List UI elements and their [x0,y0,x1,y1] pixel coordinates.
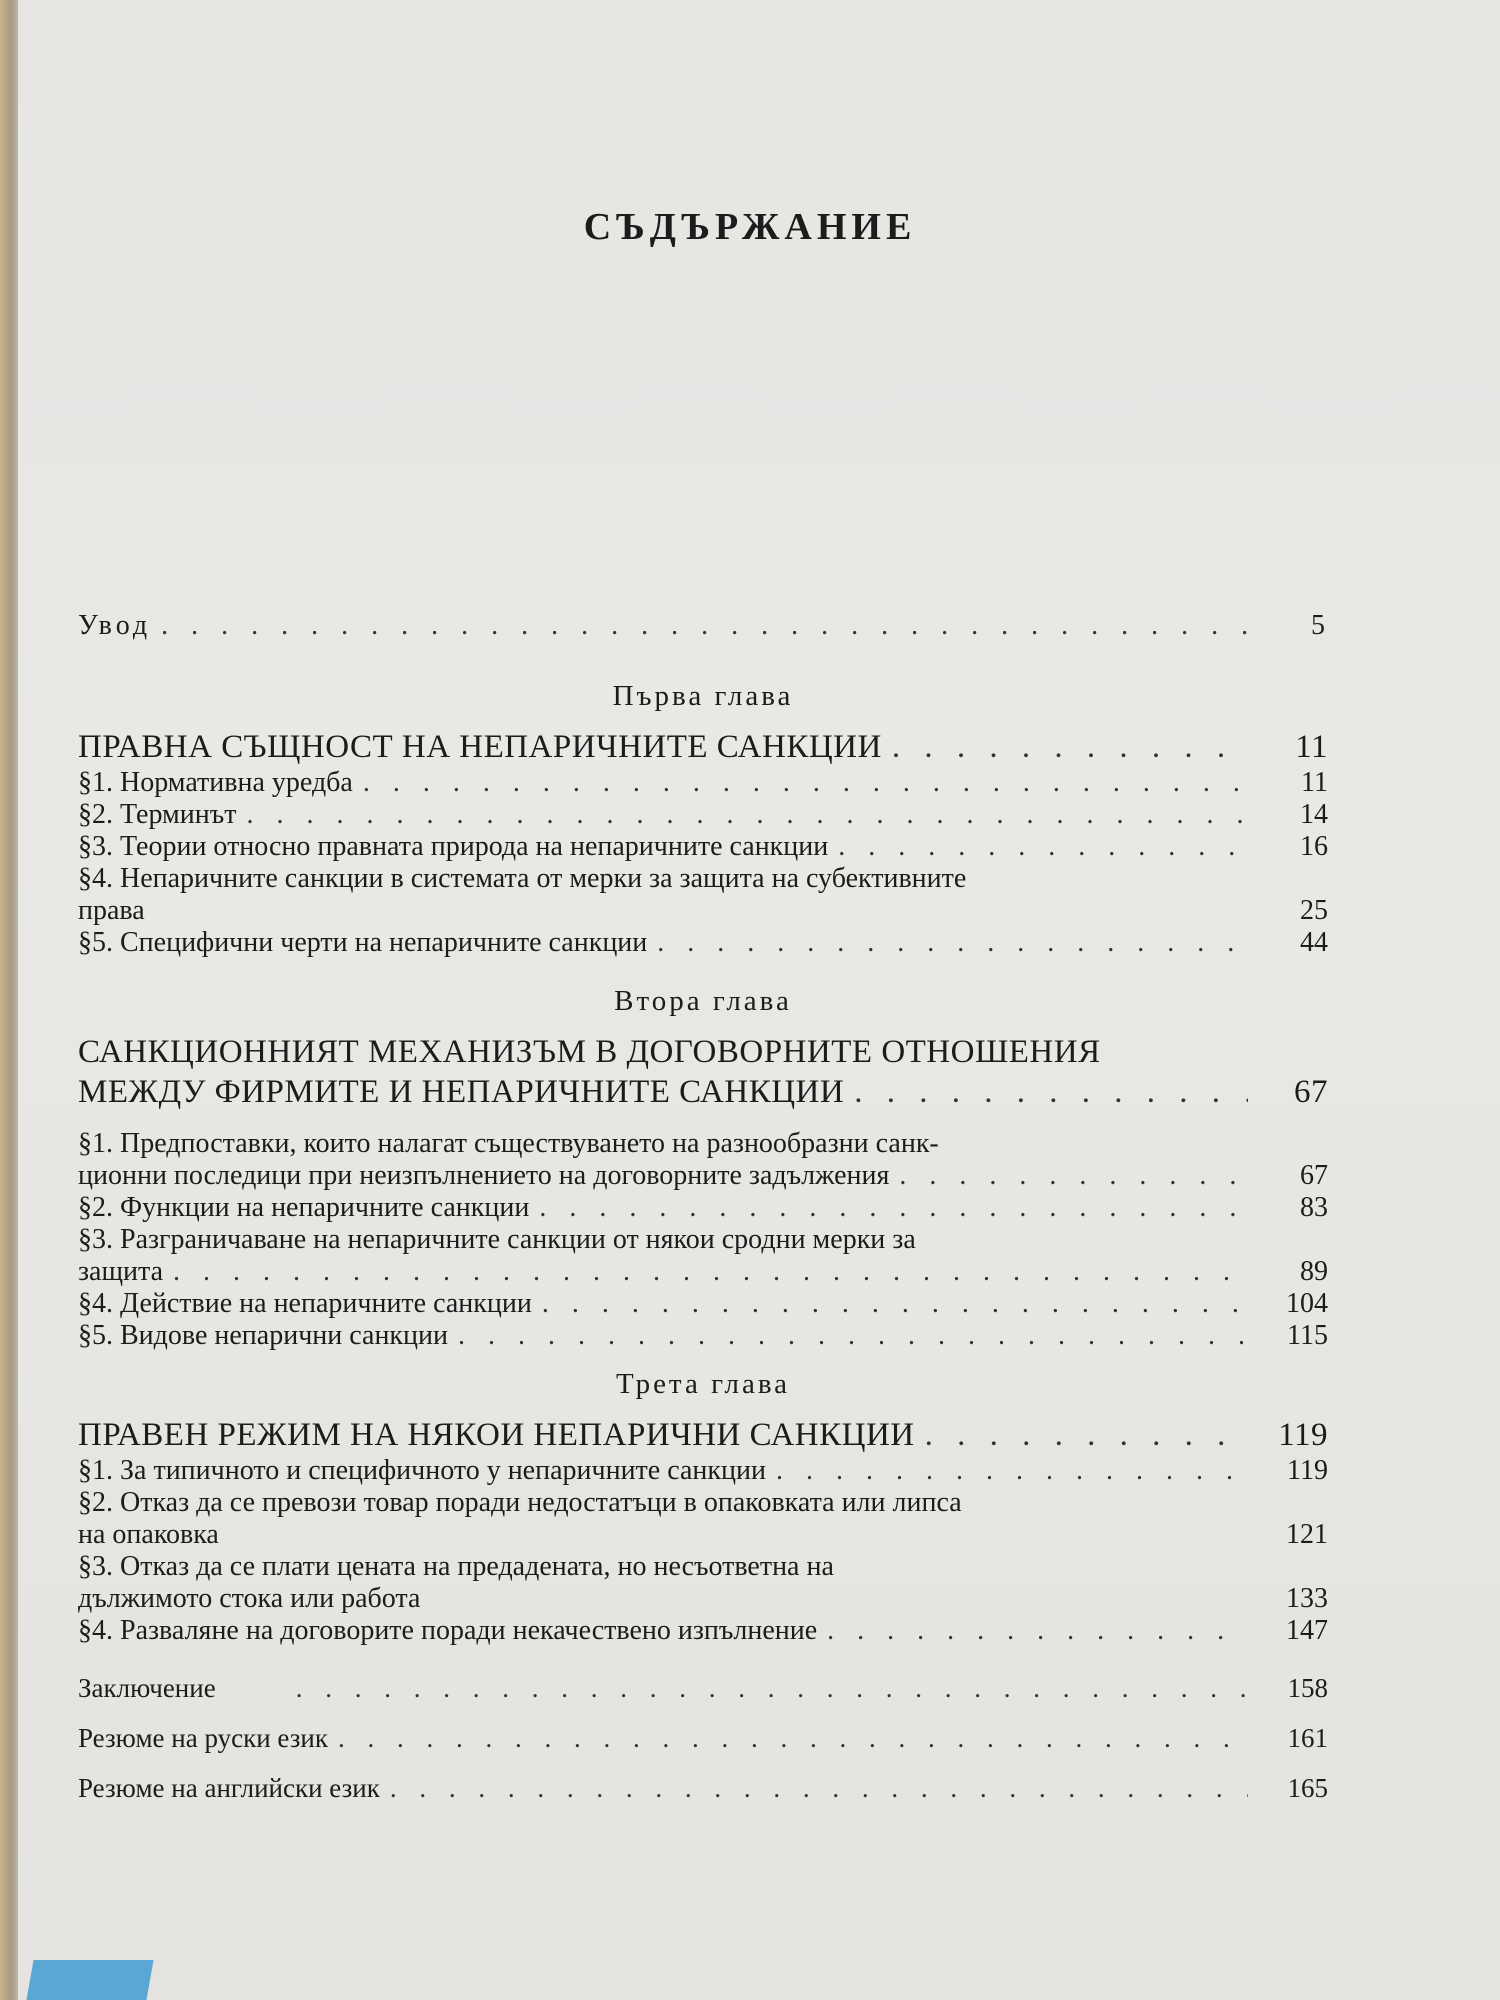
leader-dots [776,1455,1248,1487]
chapter-title-first-line: САНКЦИОННИЯТ МЕХАНИЗЪМ В ДОГОВОРНИТЕ ОТНОШЕНИЯ [78,1034,1101,1070]
toc-label: Резюме на руски език [78,1723,328,1753]
section-label: §1. За типичното и специфичното у непаричните санкции [78,1455,766,1486]
toc-page-number: 16 [1300,831,1328,862]
section-label: защита [78,1256,164,1287]
section-label: §2. Терминът [78,799,237,830]
section-row [78,831,1328,863]
leader-dots [338,1713,1248,1763]
toc-page-number: 121 [1286,1519,1328,1550]
section-row [78,895,1328,927]
section-row [78,1320,1328,1352]
section-row [78,1455,1328,1487]
section-row [78,1192,1328,1224]
toc-entry-conclusion [78,1663,1328,1713]
chapter-title-row [78,1415,1328,1455]
section-label: §3. Теории относно правната природа на непаричните санкции [78,831,829,862]
section-label: §1. Нормативна уредба [78,767,353,798]
section-label: §4. Действие на непаричните санкции [78,1288,532,1319]
chapter-title-row [78,727,1328,767]
toc-page-number: 14 [1300,799,1328,830]
chapter-title: ПРАВЕН РЕЖИМ НА НЯКОИ НЕПАРИЧНИ САНКЦИИ [78,1417,915,1453]
toc-entry-intro [78,610,1328,642]
toc-page-number: 67 [1294,1074,1328,1110]
section-first-line: §2. Отказ да се превози товар поради недостатъци в опаковката или липса [78,1487,962,1518]
leader-dots [390,1763,1248,1813]
leader-dots [657,927,1248,959]
toc-label: Заключение [78,1673,216,1703]
section-row [78,1256,1328,1288]
section-row [78,927,1328,959]
section-label: §4. Разваляне на договорите поради некачествено изпълнение [78,1615,818,1646]
section-first-line: §1. Предпоставки, които налагат съществуването на разнообразни санк- [78,1128,939,1159]
blue-paper-corner [26,1960,153,2000]
toc-page-number: 147 [1286,1615,1328,1646]
section-label: права [78,895,145,926]
toc-entry-summary-english [78,1763,1328,1813]
toc-page-number: 133 [1286,1583,1328,1614]
leader-dots [173,1256,1248,1288]
section-label: дължимото стока или работа [78,1583,421,1614]
leader-dots [542,1288,1248,1320]
leader-dots [925,1415,1248,1455]
section-row [78,1288,1328,1320]
leader-dots [161,610,1248,642]
section-first-line: §3. Отказ да се плати цената на предадената, но несъответна на [78,1551,834,1582]
leader-dots [854,1072,1248,1112]
chapter-name: Трета глава [615,1368,791,1400]
leader-dots [458,1320,1248,1352]
toc-page-number: 104 [1286,1288,1328,1319]
section-label: ционни последици при неизпълнението на договорните задължения [78,1160,890,1191]
leader-dots [827,1615,1248,1647]
section-label: §5. Специфични черти на непаричните санкции [78,927,648,958]
section-label: на опаковка [78,1519,219,1550]
section-row [78,1615,1328,1647]
page-edge [0,0,18,2000]
section-row [78,1160,1328,1192]
section-label: §2. Функции на непаричните санкции [78,1192,530,1223]
section-first-line: §3. Разграничаване на непаричните санкции от някои сродни мерки за [78,1224,916,1255]
toc-page-number: 5 [1311,610,1328,641]
toc-page-number: 119 [1278,1417,1328,1453]
chapter-name: Първа глава [612,680,794,712]
section-row [78,767,1328,799]
toc-label: Резюме на английски език [78,1773,380,1803]
chapter-title-row [78,1072,1328,1112]
toc-page-number: 11 [1301,767,1328,798]
chapter-title: МЕЖДУ ФИРМИТЕ И НЕПАРИЧНИТЕ САНКЦИИ [78,1074,845,1110]
section-row [78,1583,1328,1615]
leader-dots [838,831,1248,863]
toc-page-number: 25 [1300,895,1328,926]
toc-label: Увод [78,610,152,641]
section-row [78,1519,1328,1551]
toc-page-number: 161 [1287,1723,1328,1753]
leader-dots [296,1663,1248,1713]
chapter-name: Втора глава [614,985,792,1017]
leader-dots [899,1160,1248,1192]
leader-dots [892,727,1248,767]
toc-entry-summary-russian [78,1713,1328,1763]
page-heading: СЪДЪРЖАНИЕ [583,206,917,248]
section-row [78,799,1328,831]
toc-page-number: 158 [1287,1673,1328,1703]
toc-page-number: 115 [1287,1320,1328,1351]
toc-page-number: 89 [1300,1256,1328,1287]
toc-page-number: 44 [1300,927,1328,958]
leader-dots [246,799,1248,831]
chapter-title: ПРАВНА СЪЩНОСТ НА НЕПАРИЧНИТЕ САНКЦИИ [78,729,882,765]
toc-page-number: 165 [1287,1773,1328,1803]
toc-page-number: 119 [1287,1455,1328,1486]
table-of-contents [78,610,1328,1813]
section-label: §5. Видове непарични санкции [78,1320,448,1351]
leader-dots [539,1192,1248,1224]
toc-page-number: 67 [1300,1160,1328,1191]
toc-page-number: 11 [1295,729,1328,765]
section-first-line: §4. Непаричните санкции в системата от мерки за защита на субективните [78,863,967,894]
leader-dots [363,767,1248,799]
toc-page-number: 83 [1300,1192,1328,1223]
